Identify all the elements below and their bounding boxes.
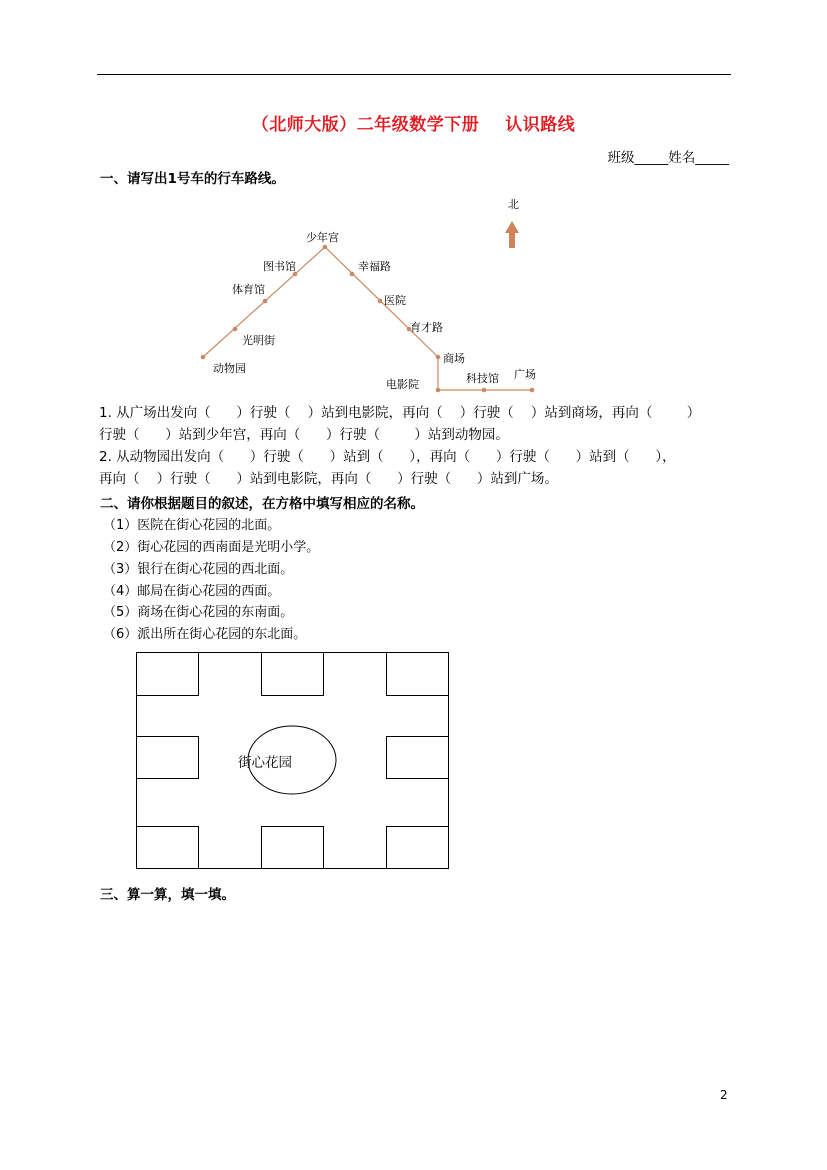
stop-label-xingfu-road: 幸福路 — [358, 260, 391, 273]
clue-item: （5）商场在街心花园的东南面。 — [103, 605, 294, 620]
page-number: 2 — [720, 1088, 728, 1102]
answer-box-southeast — [387, 827, 449, 869]
stop-marker — [530, 388, 535, 393]
stop-label-guangming-street: 光明街 — [242, 334, 275, 347]
direction-grid — [136, 652, 450, 871]
stop-label-youth-palace: 少年宫 — [306, 231, 339, 244]
answer-box-south — [262, 827, 324, 869]
stop-label-cinema: 电影院 — [386, 378, 419, 391]
stop-marker — [323, 245, 328, 250]
section3-heading: 三、算一算，填一填。 — [100, 887, 235, 903]
answer-box-northeast — [387, 653, 449, 696]
title-main: （北师大版）二年级数学下册 — [251, 115, 480, 135]
answer-box-north — [262, 653, 324, 696]
title-topic: 认识路线 — [505, 115, 576, 135]
north-arrow-icon — [505, 221, 519, 248]
stop-marker — [378, 299, 383, 304]
answer-box-east — [387, 737, 449, 779]
stop-marker — [436, 355, 441, 360]
answer-box-southwest — [137, 827, 199, 869]
stop-label-mall: 商场 — [443, 352, 465, 365]
stop-marker — [233, 327, 238, 332]
garden-label: 街心花园 — [238, 755, 292, 771]
stop-marker — [436, 388, 441, 393]
question-2-line-1: 2. 从动物园出发向（ ）行驶（ ）站到（ ），再向（ ）行驶（ ）站到（ ）， — [99, 449, 676, 465]
question-2-line-2: 再向（ ）行驶（ ）站到电影院，再向（ ）行驶（ ）站到广场。 — [99, 471, 558, 487]
stop-marker — [263, 299, 268, 304]
stop-marker — [350, 272, 355, 277]
north-label: 北 — [508, 198, 519, 211]
stop-label-science-museum: 科技馆 — [466, 372, 499, 385]
stop-marker — [201, 355, 206, 360]
stop-label-gym: 体育馆 — [232, 283, 265, 296]
answer-box-west — [137, 737, 199, 779]
header-rule — [97, 74, 731, 75]
stop-label-zoo: 动物园 — [213, 362, 246, 375]
page-title — [0, 110, 827, 135]
clue-item: （6）派出所在街心花园的东北面。 — [103, 627, 307, 642]
clue-item: （3）银行在街心花园的西北面。 — [103, 562, 294, 577]
clue-item: （1）医院在街心花园的北面。 — [103, 518, 281, 533]
grid-outer-frame — [137, 653, 449, 869]
section1-heading: 一、请写出1号车的行车路线。 — [100, 171, 285, 187]
stop-marker — [482, 388, 487, 393]
stop-label-square: 广场 — [514, 368, 536, 381]
section2-heading: 二、请你根据题目的叙述，在方格中填写相应的名称。 — [100, 496, 424, 512]
stop-label-yucai-road: 育才路 — [410, 321, 443, 334]
question-1-line-1: 1. 从广场出发向（ ）行驶（ ）站到电影院，再向（ ）行驶（ ）站到商场，再向（ ） — [99, 405, 701, 421]
answer-box-northwest — [137, 653, 199, 696]
clue-item: （2）街心花园的西南面是光明小学。 — [103, 540, 320, 555]
question-1-line-2: 行驶（ ）站到少年宫，再向（ ）行驶（ ）站到动物园。 — [99, 427, 509, 443]
clue-item: （4）邮局在街心花园的西面。 — [103, 584, 281, 599]
stop-label-library: 图书馆 — [263, 260, 296, 273]
stop-label-hospital: 医院 — [384, 294, 406, 307]
class-name-line: 班级_____姓名_____ — [607, 150, 729, 166]
